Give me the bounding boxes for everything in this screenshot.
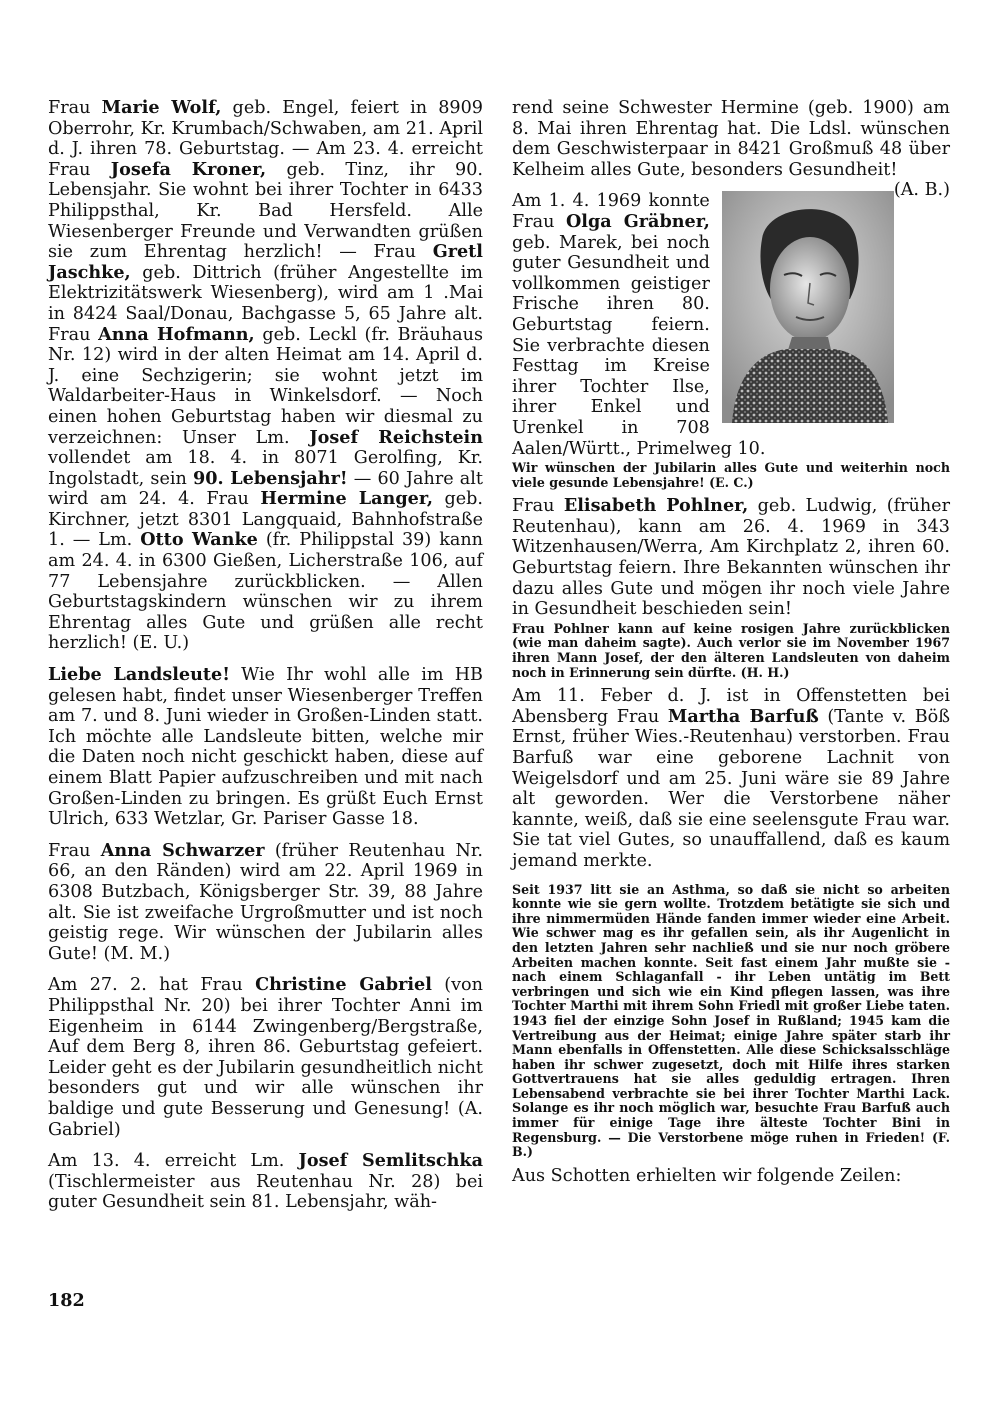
bold-name: Liebe Landsleute! — [48, 664, 230, 686]
bold-name: Hermine Langer, — [260, 488, 433, 510]
bold-name: Gretl Jaschke, — [48, 241, 483, 283]
paragraph-hermine: rend seine Schwester Hermine (geb. 1900) am 8. Mai ihren Ehrentag hat. Die Ldsl. wünschen dem Geschwisterpaar in 8421 Großmuß 48 über Kelheim alles Gute, besonders Gesundheit! (A. B.) — [512, 98, 950, 201]
paragraph-christine-gabriel: Am 27. 2. hat Frau Christine Gabriel (von Philippsthal Nr. 20) bei ihrer Tochter Anni im Eigenheim in 6144 Zwingenberg/Bergstraße, Auf dem Berg 8, ihren 86. Geburtstag gefeiert. Leider geht es der Jubilarin gesundheitlich nicht besonders gut und wir alle wünschen ihr baldige und gute Besserung und Genesung! (A. Gabriel) — [48, 974, 483, 1140]
paragraph-birthdays: Frau Marie Wolf, geb. Engel, feiert in 8909 Oberrohr, Kr. Krumbach/Schwaben, am 21. April d. J. ihren 78. Geburtstag. — Am 23. 4. erreicht Frau Josefa Kroner, geb. Tinz, ihr 90. Lebensjahr. Sie wohnt bei ihrer Tochter in 6433 Philippsthal, Kr. Bad Hersfeld. Alle Wiesenberger Freunde und Verwandten grüßen sie zum Ehrentag herzlich! — Frau Gretl Jaschke, geb. Dittrich (früher Angestellte im Elektrizitätswerk Wiesenberg), wird am 1 .Mai in 8424 Saal/Donau, Bachgasse 5, 65 Jahre alt. Frau Anna Hofmann, geb. Leckl (fr. Bräuhaus Nr. 12) wird in der alten Heimat am 14. April d. J. eine Sechzigerin; sie wohnt jetzt im Waldarbeiter-Haus in Winkelsdorf. — Noch einen hohen Geburtstag haben wir diesmal zu verzeichnen: Unser Lm. Josef Reichstein vollendet am 18. 4. in 8071 Gerolfing, Kr. Ingolstadt, sein 90. Lebensjahr! — 60 Jahre alt wird am 24. 4. Frau Hermine Langer, geb. Kirchner, jetzt 8301 Langquaid, Bahnhofstraße 1. — Lm. Otto Wanke (fr. Philippstal 39) kann am 24. 4. in 6300 Gießen, Licherstraße 106, auf 77 Lebensjahre zurückblicken. — Allen Geburtstagskindern wünschen wir zu ihrem Ehrentag alles Gute und grüßen alle recht herzlich! (E. U.) — [48, 97, 484, 654]
bold-name: Martha Barfuß — [667, 705, 819, 727]
bold-name: Otto Wanke — [140, 529, 258, 551]
note-olga-graebner: Wir wünschen der Jubilarin alles Gute und weiterhin noch viele gesunde Lebensjahre! (E. C.) — [512, 460, 950, 490]
page-number: 182 — [48, 1290, 85, 1311]
right-column — [512, 98, 950, 1197]
olga-graebner-block — [512, 191, 950, 490]
paragraph-olga-graebner: Am 1. 4. 1969 konnte Frau Olga Gräbner, geb. Marek, bei noch guter Gesundheit und vollkommen geistiger Frische ihren 80. Geburtstag feiern. Sie verbrachte diesen Festtag im Kreise ihrer Tochter Ilse, ihrer Enkel und Urenkel in 708 Aalen/Württ., Primelweg 10. — [512, 191, 766, 459]
bold-name: Elisabeth Pohlner, — [563, 495, 749, 517]
bold-name: Josefa Kroner, — [110, 158, 267, 180]
bold-name: Josef Reichstein — [309, 426, 483, 448]
note-martha-barfuss: Seit 1937 litt sie an Asthma, so daß sie nicht so arbeiten konnte wie sie gern wollte. Trotzdem betätigte sie sich und ihre nimmermüden Hände fanden immer wieder eine Arbeit. Wie schwer mag es ihr gefallen sein, als ihr Augenlicht in den letzten Jahren sehr nachließ und sie nur noch gröbere Arbeiten machen konnte. Seit fast einem Jahr mußte sie - nach einem Schlaganfall - ihr Leben untätig im Bett verbringen und sich wie ein Kind pflegen lassen, was ihre Tochter Marthi mit ihrem Sohn Friedl mit großer Liebe taten. 1943 fiel der einzige Sohn Josef in Rußland; 1945 kam die Vertreibung aus der Heimat; einige Jahre später starb ihr Mann ebenfalls in Offenstetten. Alle diese Schicksalsschläge haben ihr schwer zugesetzt, doch mit Hilfe ihres starken Gottvertrauens hat sie alles geduldig ertragen. Ihren Lebensabend verbrachte sie bei ihrer Tochter Marthi Lack. Solange es ihr noch möglich war, besuchte Frau Barfuß auch immer für einige Tage ihre älteste Tochter Bini in Regensburg. — Die Verstorbene möge ruhen in Frieden! (F. B.) — [512, 881, 950, 1160]
paragraph-martha-barfuss: Am 11. Feber d. J. ist in Offenstetten bei Abensberg Frau Martha Barfuß (Tante v. Böß Ernst, früher Wies.-Reutenhau) verstorben. Frau Barfuß war eine geborene Lachnit von Weigelsdorf und am 25. Juni wäre sie 89 Jahre alt geworden. Wer die Verstorbene näher kannte, weiß, daß sie eine seelensgute Frau war. Sie tat viel Gutes, so unauffallend, daß es kaum jemand merkte. — [512, 686, 950, 871]
bold-name: 90. Lebensjahr! — [192, 467, 348, 489]
paragraph-anna-schwarzer: Frau Anna Schwarzer (früher Reutenhau Nr. 66, an den Ränden) wird am 22. April 1969 in 6308 Butzbach, Königsberger Str. 39, 88 Jahre alt. Sie ist zweifache Urgroßmutter und ist noch geistig rege. Wir wünschen der Jubilarin alles Gute! (M. M.) — [48, 839, 483, 964]
paragraph-elisabeth-pohlner: Frau Elisabeth Pohlner, geb. Ludwig, (früher Reutenhau), kann am 26. 4. 1969 in 343 Witzenhausen/Werra, Am Kirchplatz 2, ihren 60. Geburtstag feiern. Ihre Bekannten wünschen ihr dazu alles Gute und mögen ihr noch viele Jahre in Gesundheit beschieden sein! — [512, 495, 950, 620]
paragraph-schotten: Aus Schotten erhielten wir folgende Zeilen: — [512, 1165, 902, 1186]
bold-name: Anna Hofmann, — [98, 323, 255, 345]
paragraph-josef-semlitschka: Am 13. 4. erreicht Lm. Josef Semlitschka (Tischlermeister aus Reutenhau Nr. 28) bei guter Gesundheit sein 81. Lebensjahr, wäh- — [48, 1150, 483, 1213]
bold-name: Anna Schwarzer — [100, 839, 265, 861]
bold-name: Josef Semlitschka — [298, 1150, 483, 1172]
bold-name: Christine Gabriel — [255, 974, 432, 996]
paragraph-landsleute: Liebe Landsleute! Wie Ihr wohl alle im HB gelesen habt, findet unser Wiesenberger Treffen am 7. und 8. Juni wieder in Großen-Linden statt. Ich möchte alle Landsleute bitten, welche mir die Daten noch nicht geschickt haben, diese auf einem Blatt Papier aufzuschreiben und mit nach Großen-Linden zu bringen. Es grüßt Euch Ernst Ulrich, 633 Wetzlar, Gr. Pariser Gasse 18. — [48, 664, 483, 830]
bold-name: Olga Gräbner, — [565, 210, 710, 232]
bold-name: Marie Wolf, — [101, 97, 222, 118]
note-elisabeth-pohlner: Frau Pohlner kann auf keine rosigen Jahre zurückblicken (wie man daheim sagte). Auch verlor sie im November 1967 ihren Mann Josef, der den älteren Landsleuten von daheim noch in Erinnerung sein dürfte. (H. H.) — [512, 620, 950, 680]
portrait-photo — [722, 191, 894, 423]
left-column — [48, 98, 483, 1224]
signature-ab: (A. B.) — [893, 180, 950, 201]
